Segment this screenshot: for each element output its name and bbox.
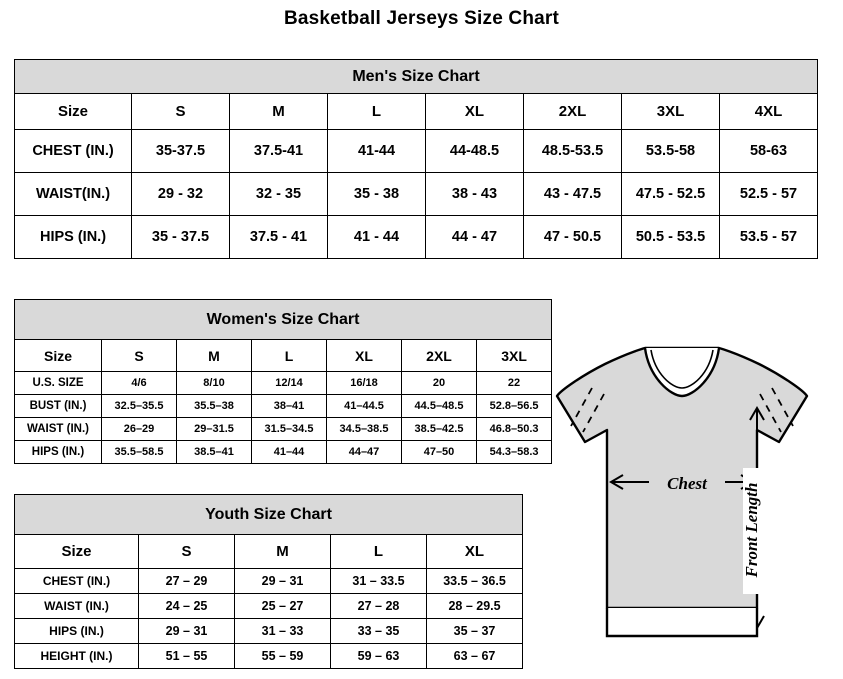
womens-hips-m: 38.5–41: [177, 441, 252, 464]
womens-section-heading: Women's Size Chart: [15, 300, 552, 340]
womens-ussize-xl: 16/18: [327, 372, 402, 395]
youth-row-label-hips: HIPS (IN.): [15, 619, 139, 644]
table-row: [15, 441, 552, 464]
mens-chest-xl: 44-48.5: [426, 130, 524, 173]
youth-waist-xl: 28 – 29.5: [427, 594, 523, 619]
womens-row-label-bust: BUST (IN.): [15, 395, 102, 418]
mens-waist-3xl: 47.5 - 52.5: [622, 173, 720, 216]
youth-row-label-waist: WAIST (IN.): [15, 594, 139, 619]
youth-chest-s: 27 – 29: [139, 569, 235, 594]
womens-ussize-m: 8/10: [177, 372, 252, 395]
womens-section-heading-row: [15, 300, 552, 340]
youth-section-heading: Youth Size Chart: [15, 495, 523, 535]
chest-measure-label: Chest: [667, 474, 707, 493]
table-row: [15, 418, 552, 441]
womens-waist-s: 26–29: [102, 418, 177, 441]
mens-row-label-waist: WAIST(IN.): [15, 173, 132, 216]
youth-chest-m: 29 – 31: [235, 569, 331, 594]
womens-size-chart-table: [14, 299, 552, 464]
mens-waist-l: 35 - 38: [328, 173, 426, 216]
mens-col-head-l: L: [328, 94, 426, 130]
womens-col-head-xl: XL: [327, 340, 402, 372]
mens-chest-l: 41-44: [328, 130, 426, 173]
mens-chest-4xl: 58-63: [720, 130, 818, 173]
womens-ussize-2xl: 20: [402, 372, 477, 395]
mens-section-heading: Men's Size Chart: [15, 60, 818, 94]
womens-row-label-us-size: U.S. SIZE: [15, 372, 102, 395]
womens-ussize-l: 12/14: [252, 372, 327, 395]
youth-row-label-height: HEIGHT (IN.): [15, 644, 139, 669]
mens-waist-4xl: 52.5 - 57: [720, 173, 818, 216]
youth-size-chart-table: [14, 494, 523, 669]
womens-bust-xl: 41–44.5: [327, 395, 402, 418]
front-length-measure-label: Front Length: [742, 482, 761, 578]
mens-hips-m: 37.5 - 41: [230, 216, 328, 259]
youth-header-row: [15, 535, 523, 569]
youth-waist-m: 25 – 27: [235, 594, 331, 619]
womens-row-label-hips: HIPS (IN.): [15, 441, 102, 464]
youth-hips-l: 33 – 35: [331, 619, 427, 644]
youth-hips-xl: 35 – 37: [427, 619, 523, 644]
womens-waist-l: 31.5–34.5: [252, 418, 327, 441]
jersey-measurement-diagram: [545, 330, 835, 670]
womens-col-head-s: S: [102, 340, 177, 372]
mens-waist-s: 29 - 32: [132, 173, 230, 216]
table-row: [15, 569, 523, 594]
womens-hips-xl: 44–47: [327, 441, 402, 464]
mens-hips-l: 41 - 44: [328, 216, 426, 259]
womens-bust-s: 32.5–35.5: [102, 395, 177, 418]
mens-hips-4xl: 53.5 - 57: [720, 216, 818, 259]
womens-row-label-waist: WAIST (IN.): [15, 418, 102, 441]
table-row: [15, 372, 552, 395]
womens-waist-m: 29–31.5: [177, 418, 252, 441]
hem-band-icon: [607, 608, 757, 636]
womens-col-head-m: M: [177, 340, 252, 372]
mens-col-head-2xl: 2XL: [524, 94, 622, 130]
womens-hips-2xl: 47–50: [402, 441, 477, 464]
womens-bust-m: 35.5–38: [177, 395, 252, 418]
table-row: [15, 594, 523, 619]
mens-chest-3xl: 53.5-58: [622, 130, 720, 173]
table-row: [15, 130, 818, 173]
youth-hips-s: 29 – 31: [139, 619, 235, 644]
youth-section-heading-row: [15, 495, 523, 535]
youth-col-head-l: L: [331, 535, 427, 569]
womens-ussize-3xl: 22: [477, 372, 552, 395]
mens-col-head-size: Size: [15, 94, 132, 130]
womens-col-head-3xl: 3XL: [477, 340, 552, 372]
womens-waist-3xl: 46.8–50.3: [477, 418, 552, 441]
womens-col-head-l: L: [252, 340, 327, 372]
mens-col-head-4xl: 4XL: [720, 94, 818, 130]
youth-height-m: 55 – 59: [235, 644, 331, 669]
mens-chest-2xl: 48.5-53.5: [524, 130, 622, 173]
youth-row-label-chest: CHEST (IN.): [15, 569, 139, 594]
mens-size-chart-table: [14, 59, 818, 259]
womens-col-head-size: Size: [15, 340, 102, 372]
mens-section-heading-row: [15, 60, 818, 94]
table-row: [15, 619, 523, 644]
womens-hips-s: 35.5–58.5: [102, 441, 177, 464]
womens-waist-xl: 34.5–38.5: [327, 418, 402, 441]
mens-chest-m: 37.5-41: [230, 130, 328, 173]
mens-col-head-m: M: [230, 94, 328, 130]
mens-col-head-3xl: 3XL: [622, 94, 720, 130]
mens-hips-xl: 44 - 47: [426, 216, 524, 259]
youth-hips-m: 31 – 33: [235, 619, 331, 644]
youth-waist-s: 24 – 25: [139, 594, 235, 619]
youth-height-s: 51 – 55: [139, 644, 235, 669]
table-row: [15, 173, 818, 216]
youth-chest-l: 31 – 33.5: [331, 569, 427, 594]
mens-waist-m: 32 - 35: [230, 173, 328, 216]
youth-height-l: 59 – 63: [331, 644, 427, 669]
mens-hips-s: 35 - 37.5: [132, 216, 230, 259]
mens-row-label-hips: HIPS (IN.): [15, 216, 132, 259]
womens-hips-3xl: 54.3–58.3: [477, 441, 552, 464]
mens-row-label-chest: CHEST (IN.): [15, 130, 132, 173]
womens-hips-l: 41–44: [252, 441, 327, 464]
womens-bust-2xl: 44.5–48.5: [402, 395, 477, 418]
mens-hips-2xl: 47 - 50.5: [524, 216, 622, 259]
womens-waist-2xl: 38.5–42.5: [402, 418, 477, 441]
womens-bust-l: 38–41: [252, 395, 327, 418]
youth-chest-xl: 33.5 – 36.5: [427, 569, 523, 594]
table-row: [15, 395, 552, 418]
youth-col-head-s: S: [139, 535, 235, 569]
mens-col-head-s: S: [132, 94, 230, 130]
youth-height-xl: 63 – 67: [427, 644, 523, 669]
youth-col-head-m: M: [235, 535, 331, 569]
womens-header-row: [15, 340, 552, 372]
mens-hips-3xl: 50.5 - 53.5: [622, 216, 720, 259]
mens-waist-2xl: 43 - 47.5: [524, 173, 622, 216]
youth-waist-l: 27 – 28: [331, 594, 427, 619]
mens-col-head-xl: XL: [426, 94, 524, 130]
table-row: [15, 216, 818, 259]
table-row: [15, 644, 523, 669]
mens-chest-s: 35-37.5: [132, 130, 230, 173]
mens-header-row: [15, 94, 818, 130]
womens-bust-3xl: 52.8–56.5: [477, 395, 552, 418]
womens-ussize-s: 4/6: [102, 372, 177, 395]
page-title: Basketball Jerseys Size Chart: [283, 8, 560, 29]
youth-col-head-size: Size: [15, 535, 139, 569]
youth-col-head-xl: XL: [427, 535, 523, 569]
womens-col-head-2xl: 2XL: [402, 340, 477, 372]
mens-waist-xl: 38 - 43: [426, 173, 524, 216]
